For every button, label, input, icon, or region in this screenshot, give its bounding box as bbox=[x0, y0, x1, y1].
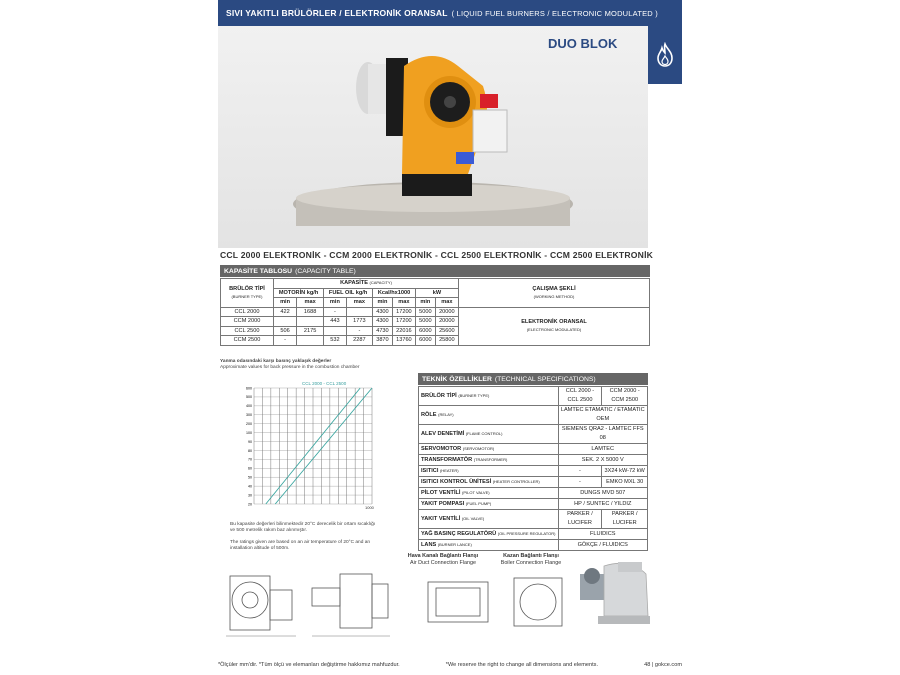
spec-section-header bbox=[418, 373, 648, 385]
col-fueloil: FUEL OIL kg/h bbox=[324, 288, 373, 298]
model-list: CCL 2000 ELEKTRONİK - CCM 2000 ELEKTRONİK - CCL 2500 ELEKTRONİK - CCM 2500 ELEKTRONİK bbox=[220, 250, 654, 260]
table-row: ISITICI (HEATER) - 3X24 kW-72 kW bbox=[419, 466, 648, 477]
col-working-method: ÇALIŞMA ŞEKLİ (WORKING METHOD) bbox=[459, 279, 650, 308]
capacity-section-header bbox=[220, 265, 650, 277]
table-row: BRÜLÖR TİPİ (BURNER TYPE) CCL 2000 - CCL 2500 CCM 2000 - CCM 2500 bbox=[419, 387, 648, 406]
working-method-value: ELEKTRONİK ORANSAL (ELECTRONIC MODULATED) bbox=[459, 307, 650, 345]
table-row: ISITICI KONTROL ÜNİTESİ (HEATER CONTROLLER) - EMKO MXL 30 bbox=[419, 477, 648, 488]
y-tick-label: 200 bbox=[246, 421, 252, 426]
y-tick-label: 500 bbox=[246, 395, 252, 400]
capacity-table: BRÜLÖR TİPİ (BURNER TYPE) KAPASİTE (CAPACITY) ÇALIŞMA ŞEKLİ (WORKING METHOD) MOTORİN kg/h FUEL OIL kg/h Kcal/hx1000 kW min max min max min max min max CCL 2000 422 1688 - 4300 17200 5000 20000 ELEKTRONİK ORANSAL (ELECTRONIC MODULATED) CCM 2000 443 1773 4300 17200 5000 20000 CCL 2500 506 2175 - 4730 22016 6000 25600 CCM 2500 - 532 2287 3870 13760 6000 25800 bbox=[220, 278, 650, 346]
boiler-caption: Kazan Bağlantı Flanşı Boiler Connection Flange bbox=[500, 553, 562, 566]
y-tick-label: 20 bbox=[248, 502, 252, 507]
table-row: LANS (BURNER LANCE) GÖKÇE / FLUIDICS bbox=[419, 540, 648, 551]
table-row: CCM 2000 443 1773 4300 17200 5000 20000 bbox=[221, 317, 650, 327]
air-duct-caption: Hava Kanalı Bağlantı Flanşı Air Duct Connection Flange bbox=[407, 553, 479, 566]
flame-icon-box bbox=[648, 26, 682, 84]
product-line-label: DUO BLOK bbox=[548, 36, 618, 51]
table-row: YAKIT POMPASI (FUEL PUMP) HP / SUNTEC / YILDIZ bbox=[419, 499, 648, 510]
y-tick-label: 30 bbox=[248, 493, 252, 498]
col-motorin: MOTORİN kg/h bbox=[274, 288, 324, 298]
x-tick-label: 1000 bbox=[365, 505, 374, 510]
side-view-drawing bbox=[224, 566, 304, 642]
y-tick-label: 50 bbox=[248, 475, 252, 480]
capacity-title-en: (CAPACITY TABLE) bbox=[295, 267, 356, 275]
y-tick-label: 60 bbox=[248, 466, 252, 471]
spec-title: TEKNİK ÖZELLİKLER bbox=[422, 375, 492, 383]
header-title: SIVI YAKITLI BRÜLÖRLER / ELEKTRONİK ORANSAL bbox=[226, 8, 448, 18]
spec-table bbox=[418, 386, 648, 551]
y-tick-label: 400 bbox=[246, 404, 252, 409]
col-burner-type: BRÜLÖR TİPİ (BURNER TYPE) bbox=[221, 279, 274, 308]
chart-note: Bu kapasite değerleri bilinmektedir 20°C derecelik bir ortam sıcaklığı ve 500 metrelik rakım baz alınmıştır. The ratings given are based on an air temperature of 20°C and an installation altitude of 500m. bbox=[230, 522, 376, 551]
table-row: YAĞ BASINÇ REGULATÖRÜ (OIL PRESSURE REGULATOR) FLUIDICS bbox=[419, 529, 648, 540]
fan-photo bbox=[578, 556, 654, 632]
table-row: ALEV DENETİMİ (FLAME CONTROL) SIEMENS QRA2 - LAMTEC FFS 08 bbox=[419, 425, 648, 444]
y-tick-label: 100 bbox=[246, 430, 252, 435]
air-duct-flange-drawing bbox=[424, 578, 494, 628]
table-row: SERVOMOTOR (SERVOMOTOR) LAMTEC bbox=[419, 444, 648, 455]
flame-icon bbox=[655, 42, 675, 68]
product-photo bbox=[218, 26, 648, 248]
table-row: TRANSFORMATÖR (TRANSFORMER) SEK. 2 X 5000 V bbox=[419, 455, 648, 466]
y-tick-label: 80 bbox=[248, 448, 252, 453]
spec-title-en: (TECHNICAL SPECIFICATIONS) bbox=[494, 375, 596, 383]
table-row: RÖLE (RELAY) LAMTEC ETAMATIC / ETAMATIC OEM bbox=[419, 406, 648, 425]
series-line-1 bbox=[275, 388, 372, 504]
burner-illustration bbox=[218, 26, 648, 248]
y-tick-label: 70 bbox=[248, 457, 252, 462]
table-row: CCM 2500 - 532 2287 3870 13760 6000 25800 bbox=[221, 336, 650, 346]
capacity-title: KAPASİTE TABLOSU bbox=[224, 267, 293, 275]
table-row: CCL 2500 506 2175 - 4730 22016 6000 25600 bbox=[221, 326, 650, 336]
chart-title: Yanma odasındaki karşı basınç yaklaşık değerler Approximate values for back pressure in the combustion chamber bbox=[220, 359, 360, 370]
y-tick-label: 90 bbox=[248, 439, 252, 444]
y-tick-label: 40 bbox=[248, 484, 252, 489]
table-row: CCL 2000 422 1688 - 4300 17200 5000 20000 ELEKTRONİK ORANSAL (ELECTRONIC MODULATED) bbox=[221, 307, 650, 317]
page-number: 48 | gokce.com bbox=[644, 662, 682, 668]
table-row: YAKIT VENTİLİ (OIL VALVE) PARKER / LUCIFER PARKER / LUCIFER bbox=[419, 510, 648, 529]
back-pressure-chart bbox=[232, 376, 382, 511]
footer-note-en: *We reserve the right to change all dimensions and elements. bbox=[445, 662, 599, 668]
col-kcal: Kcal/hx1000 bbox=[373, 288, 416, 298]
header-bar bbox=[218, 0, 682, 26]
chart-legend: CCL 2000 - CCL 2500 bbox=[302, 381, 347, 386]
col-capacity: KAPASİTE (CAPACITY) bbox=[274, 279, 459, 289]
y-tick-label: 600 bbox=[246, 386, 252, 391]
front-view-drawing bbox=[310, 566, 395, 642]
footer bbox=[218, 662, 682, 668]
catalog-page bbox=[218, 0, 682, 675]
footer-note-tr: *Ölçüler mm'dir. *Tüm ölçü ve elemanları değiştirme hakkımız mahfuzdur. bbox=[218, 662, 400, 668]
col-kw: kW bbox=[416, 288, 459, 298]
y-tick-label: 300 bbox=[246, 413, 252, 418]
boiler-flange-drawing bbox=[510, 574, 566, 630]
header-subtitle: ( LIQUID FUEL BURNERS / ELECTRONIC MODULATED ) bbox=[451, 8, 658, 18]
table-row: PİLOT VENTİLİ (PILOT VALVE) DUNGS MVD 507 bbox=[419, 488, 648, 499]
